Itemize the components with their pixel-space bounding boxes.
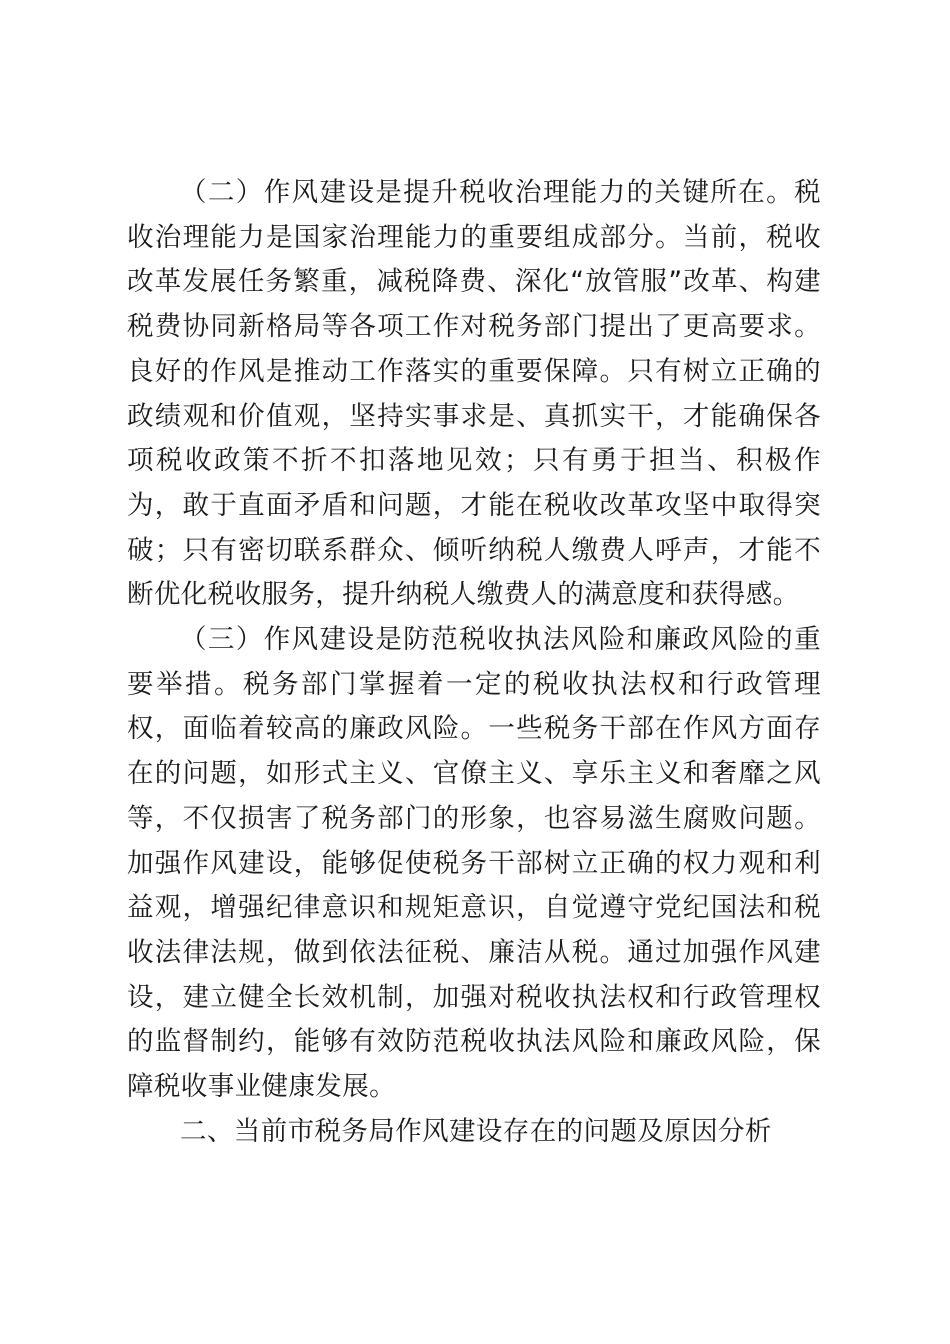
section-heading-problems-analysis: 二、当前市税务局作风建设存在的问题及原因分析 bbox=[180, 1115, 772, 1147]
paragraph-governance-capacity: （二）作风建设是提升税收治理能力的关键所在。税收治理能力是国家治理能力的重要组成部分。当前，税收改革发展任务繁重，减税降费、深化“放管服”改革、构建税费协同新格局等各项工作对税务部门提出了更高要求。良好的作风是推动工作落实的重要保障。只有树立正确的政绩观和价值观，坚持实事求是、真抓实干，才能确保各项税收政策不折不扣落地见效；只有勇于担当、积极作为，敢于直面矛盾和问题，才能在税收改革攻坚中取得突破；只有密切联系群众、倾听纳税人缴费人呼声，才能不断优化税收服务，提升纳税人缴费人的满意度和获得感。 bbox=[127, 177, 821, 611]
document-body bbox=[127, 171, 821, 1154]
paragraph-risk-prevention: （三）作风建设是防范税收执法风险和廉政风险的重要举措。税务部门掌握着一定的税收执法权和行政管理权，面临着较高的廉政风险。一些税务干部在作风方面存在的问题，如形式主义、官僚主义、享乐主义和奢靡之风等，不仅损害了税务部门的形象，也容易滋生腐败问题。加强作风建设，能够促使税务干部树立正确的权力观和利益观，增强纪律意识和规矩意识，自觉遵守党纪国法和税收法律法规，做到依法征税、廉洁从税。通过加强作风建设，建立健全长效机制，加强对税收执法权和行政管理权的监督制约，能够有效防范税收执法风险和廉政风险，保障税收事业健康发展。 bbox=[127, 624, 821, 1103]
